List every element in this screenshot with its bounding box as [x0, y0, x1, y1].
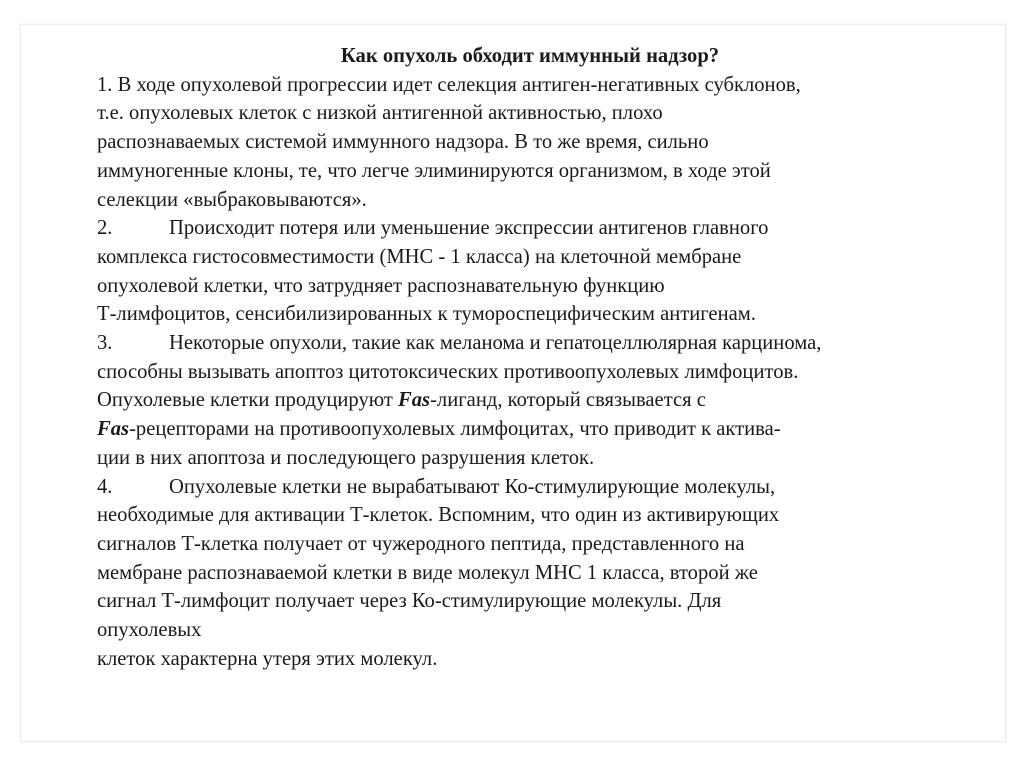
paragraph-3-line-5: ции в них апоптоза и последующего разрушения клеток. — [97, 446, 595, 469]
paragraph-1-line-2: т.е. опухолевых клеток с низкой антигенной активностью, плохо — [97, 102, 663, 125]
paragraph-1-line-3: распознаваемых системой иммунного надзора. В то же время, сильно — [97, 131, 709, 154]
paragraph-3-line-4-post: -рецепторами на противоопухолевых лимфоцитах, что приводит к актива- — [129, 418, 781, 441]
slide-text-block — [97, 42, 947, 673]
slide-title: Как опухоль обходит иммунный надзор? — [340, 45, 720, 67]
paragraph-4-line-4: мембране распознаваемой клетки в виде молекул МНС 1 класса, второй же — [97, 561, 758, 584]
paragraph-2-line-1 — [97, 214, 947, 243]
paragraph-3-line-3-pre: Опухолевые клетки продуцируют — [97, 389, 399, 412]
paragraph-3-line-1 — [97, 329, 947, 358]
paragraph-3-line-2: способны вызывать апоптоз цитотоксических противоопухолевых лимфоцитов. — [97, 360, 799, 383]
paragraph-2 — [97, 214, 947, 329]
paragraph-4-line-6: опухолевых — [97, 619, 202, 642]
paragraph-4-line-1-text: Опухолевые клетки не вырабатывают Ко-стимулирующие молекулы, — [169, 475, 776, 498]
paragraph-4-line-1 — [97, 473, 947, 502]
paragraph-3-line-3-post: -лиганд, который связывается с — [430, 389, 706, 412]
paragraph-4-line-2: необходимые для активации Т-клеток. Вспомним, что один из активирующих — [97, 504, 780, 527]
paragraph-4 — [97, 473, 947, 674]
paragraph-4-line-3: сигналов Т-клетка получает от чужеродного пептида, представленного на — [97, 532, 745, 555]
paragraph-2-line-2: комплекса гистосовместимости (МНС - 1 класса) на клеточной мембране — [97, 245, 742, 268]
paragraph-2-line-1-text: Происходит потеря или уменьшение экспрессии антигенов главного — [169, 217, 769, 240]
paragraph-1-line-1: 1. В ходе опухолевой прогрессии идет селекция антиген-негативных субклонов, — [97, 73, 801, 96]
paragraph-1-line-5: селекции «выбраковываются». — [97, 188, 367, 211]
paragraph-4-line-5: сигнал Т-лимфоцит получает через Ко-стимулирующие молекулы. Для — [97, 590, 722, 613]
paragraph-3-line-3 — [97, 386, 947, 415]
fas-term: Fas — [398, 389, 431, 412]
paragraph-1-line-4: иммуногенные клоны, те, что легче элиминируются организмом, в ходе этой — [97, 159, 771, 182]
paragraph-2-line-4: Т-лимфоцитов, сенсибилизированных к тумороспецифическим антигенам. — [97, 303, 756, 326]
paragraph-3-line-1-text: Некоторые опухоли, такие как меланома и гепатоцеллюлярная карцинома, — [169, 332, 822, 355]
paragraph-3-line-4 — [97, 415, 947, 444]
paragraph-4-number: 4. — [97, 475, 113, 498]
paragraph-3-number: 3. — [97, 332, 113, 355]
paragraph-4-line-7: клеток характерна утеря этих молекул. — [97, 647, 438, 670]
paragraph-2-number: 2. — [97, 217, 113, 240]
paragraph-3 — [97, 329, 947, 473]
paragraph-1 — [97, 71, 947, 215]
fas-term: Fas — [97, 418, 130, 441]
paragraph-2-line-3: опухолевой клетки, что затрудняет распознавательную функцию — [97, 274, 665, 297]
